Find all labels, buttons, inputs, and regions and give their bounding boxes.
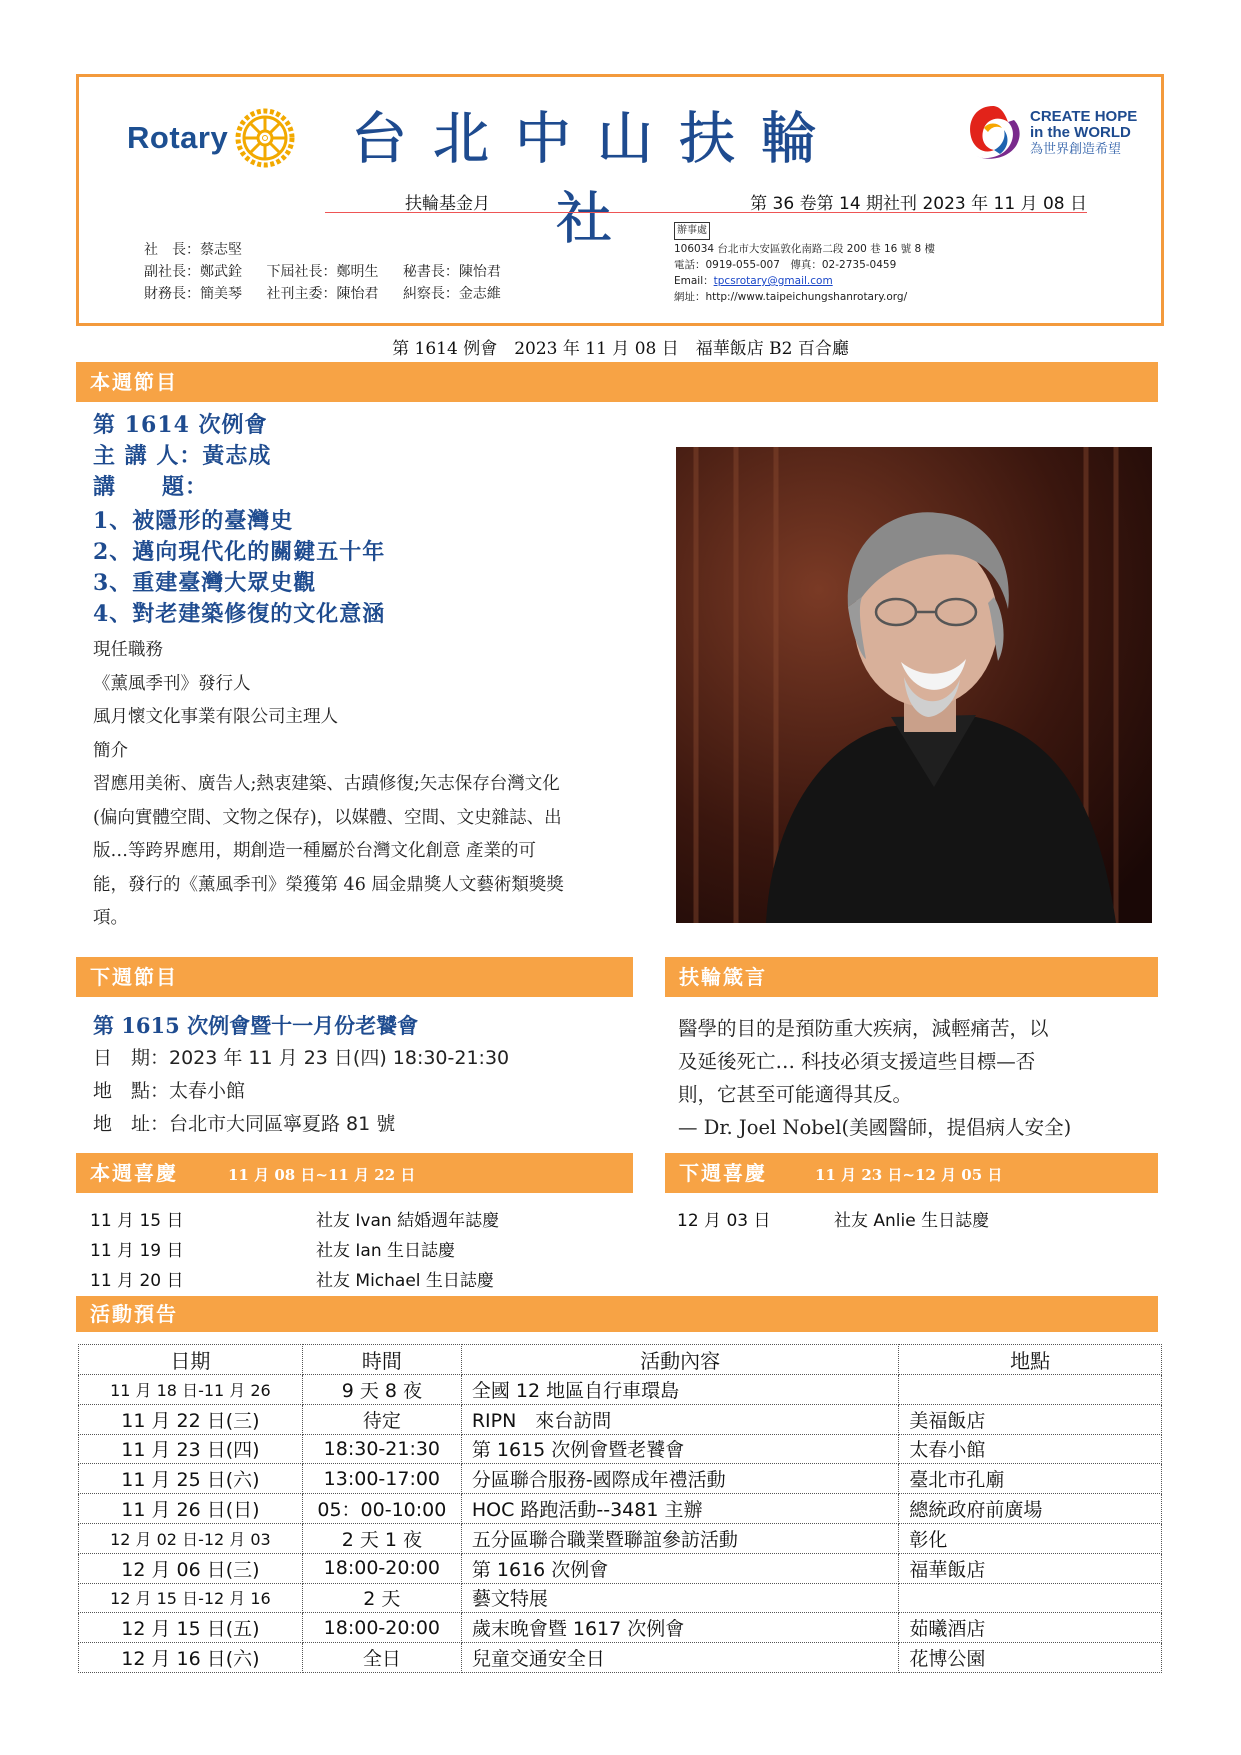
celebrations-next-week-bar xyxy=(665,1153,1158,1193)
rotary-wheel-icon xyxy=(234,107,296,169)
cell-activity: HOC 路跑活動--3481 主辦 xyxy=(461,1494,899,1524)
cell-location: 花博公園 xyxy=(899,1643,1162,1673)
cell-activity: 藝文特展 xyxy=(461,1583,899,1613)
bio-line: 風月懷文化事業有限公司主理人 xyxy=(93,707,338,727)
table-row xyxy=(79,1553,1162,1583)
table-row xyxy=(79,1404,1162,1434)
celebrations-next-week-list xyxy=(677,1206,989,1236)
celebration-row xyxy=(90,1206,499,1236)
celebration-row xyxy=(90,1266,499,1296)
bio-line: 《薰風季刊》發行人 xyxy=(93,673,251,694)
program-topic: 1、被隱形的臺灣史 xyxy=(93,508,294,534)
cell-activity: RIPN 來台訪問 xyxy=(461,1404,899,1434)
officer: 下屆社長：鄭明生 xyxy=(266,264,379,280)
issue-info: 第 36 卷第 14 期社刊 2023 年 11 月 08 日 xyxy=(750,194,1087,214)
officers-list xyxy=(144,239,521,305)
program-heading: 講 題： xyxy=(93,474,209,500)
office-info xyxy=(674,222,935,305)
email-link[interactable]: tpcsrotary@gmail.com xyxy=(713,275,833,287)
officer: 社刊主委：陳怡君 xyxy=(266,286,379,302)
cell-activity: 全國 12 地區自行車環島 xyxy=(461,1375,899,1405)
motto-line: 則，它甚至可能適得其反。 xyxy=(678,1083,913,1106)
table-row xyxy=(79,1434,1162,1464)
next-heading: 第 1615 次例會暨十一月份老饕會 xyxy=(93,1013,419,1038)
bio-line: 現任職務 xyxy=(93,640,163,660)
table-row xyxy=(79,1464,1162,1494)
this-week-program xyxy=(93,410,633,936)
cell-time: 2 天 xyxy=(302,1583,461,1613)
create-hope-logo xyxy=(964,102,1137,164)
cell-activity: 第 1615 次例會暨老饕會 xyxy=(461,1434,899,1464)
meeting-line: 第 1614 例會 2023 年 11 月 08 日 福華飯店 B2 百合廳 xyxy=(392,339,849,359)
motto-attribution: — Dr. Joel Nobel(美國醫師，提倡病人安全) xyxy=(678,1116,1072,1139)
cell-location: 臺北市孔廟 xyxy=(899,1464,1162,1494)
bio-line: 項。 xyxy=(93,908,128,928)
rotary-motto xyxy=(678,1012,1158,1144)
club-name: 台北中山扶輪社 xyxy=(351,107,843,252)
cell-location: 彰化 xyxy=(899,1523,1162,1553)
cell-time: 18:30-21:30 xyxy=(302,1434,461,1464)
cell-date: 11 月 22 日(三) xyxy=(79,1404,303,1434)
next-detail: 地 點：太春小館 xyxy=(93,1080,246,1102)
cell-date: 12 月 02 日-12 月 03 xyxy=(79,1523,303,1553)
cell-time: 05：00-10:00 xyxy=(302,1494,461,1524)
cell-location: 太春小館 xyxy=(899,1434,1162,1464)
bio-line: 能，發行的《薰風季刊》榮獲第 46 屆金鼎獎人文藝術類獎獎 xyxy=(93,874,564,895)
next-week-program xyxy=(93,1010,633,1141)
table-header-row xyxy=(79,1345,1162,1375)
newsletter-header xyxy=(76,74,1164,326)
cell-location xyxy=(899,1583,1162,1613)
program-topic: 3、重建臺灣大眾史觀 xyxy=(93,570,317,596)
column-header: 日期 xyxy=(79,1345,303,1375)
date-range: 11 月 23 日~12 月 05 日 xyxy=(815,1166,1003,1184)
celebration-row xyxy=(90,1236,499,1266)
cell-date: 12 月 15 日(五) xyxy=(79,1613,303,1643)
cell-date: 11 月 25 日(六) xyxy=(79,1464,303,1494)
cell-date: 11 月 23 日(四) xyxy=(79,1434,303,1464)
cell-time: 2 天 1 夜 xyxy=(302,1523,461,1553)
cell-location xyxy=(899,1375,1162,1405)
celebrations-this-week-list xyxy=(90,1206,499,1296)
program-topic: 4、對老建築修復的文化意涵 xyxy=(93,601,386,627)
next-detail: 地 址：台北市大同區寧夏路 81 號 xyxy=(93,1113,396,1135)
program-topic: 2、邁向現代化的關鍵五十年 xyxy=(93,539,386,565)
hope-line-3: 為世界創造希望 xyxy=(1030,141,1122,156)
cell-time: 18:00-20:00 xyxy=(302,1553,461,1583)
cell-time: 18:00-20:00 xyxy=(302,1613,461,1643)
create-hope-swirl-icon xyxy=(964,102,1022,164)
speaker-photo xyxy=(676,447,1152,923)
section-title: 本週喜慶 xyxy=(90,1161,178,1185)
column-header: 活動內容 xyxy=(461,1345,899,1375)
month-theme: 扶輪基金月 xyxy=(405,194,490,214)
cell-location: 美福飯店 xyxy=(899,1404,1162,1434)
celebration-text: 社友 Anlie 生日誌慶 xyxy=(834,1211,990,1231)
table-row xyxy=(79,1523,1162,1553)
motto-bar xyxy=(665,957,1158,997)
section-title: 扶輪箴言 xyxy=(679,965,767,989)
column-header: 地點 xyxy=(899,1345,1162,1375)
activities-bar xyxy=(76,1296,1158,1332)
motto-line: 醫學的目的是預防重大疾病，減輕痛苦，以 xyxy=(678,1017,1049,1040)
table-row xyxy=(79,1494,1162,1524)
office-address: 106034 台北市大安區敦化南路二段 200 巷 16 號 8 樓 xyxy=(674,243,936,255)
hope-line-1: CREATE HOPE xyxy=(1030,108,1138,125)
celebration-text: 社友 Ian 生日誌慶 xyxy=(316,1241,456,1261)
section-title: 下週喜慶 xyxy=(679,1161,767,1185)
cell-time: 全日 xyxy=(302,1643,461,1673)
cell-activity: 兒童交通安全日 xyxy=(461,1643,899,1673)
cell-date: 11 月 26 日(日) xyxy=(79,1494,303,1524)
officer: 副社長：鄭武銓 xyxy=(144,264,242,280)
celebration-date: 12 月 03 日 xyxy=(677,1211,771,1231)
this-week-bar xyxy=(76,362,1158,402)
cell-time: 待定 xyxy=(302,1404,461,1434)
celebration-text: 社友 Ivan 結婚週年誌慶 xyxy=(316,1211,500,1231)
table-row xyxy=(79,1583,1162,1613)
celebration-row xyxy=(677,1206,989,1236)
cell-time: 13:00-17:00 xyxy=(302,1464,461,1494)
next-detail: 日 期：2023 年 11 月 23 日(四) 18:30-21:30 xyxy=(93,1047,510,1069)
cell-date: 11 月 18 日-11 月 26 xyxy=(79,1375,303,1405)
officer: 秘書長：陳怡君 xyxy=(402,264,501,280)
celebration-date: 11 月 20 日 xyxy=(90,1271,184,1291)
bio-line: (偏向實體空間、文物之保存)，以媒體、空間、文史雜誌、出 xyxy=(93,807,562,828)
cell-activity: 歲末晚會暨 1617 次例會 xyxy=(461,1613,899,1643)
section-title: 活動預告 xyxy=(90,1302,178,1326)
date-range: 11 月 08 日~11 月 22 日 xyxy=(228,1166,416,1184)
email-label: Email： xyxy=(674,275,714,287)
celebration-date: 11 月 19 日 xyxy=(90,1241,184,1261)
office-tag: 辦事處 xyxy=(674,222,710,240)
cell-location: 福華飯店 xyxy=(899,1553,1162,1583)
column-header: 時間 xyxy=(302,1345,461,1375)
bio-line: 版…等跨界應用，期創造一種屬於台灣文化創意 產業的可 xyxy=(93,841,537,861)
table-row xyxy=(79,1375,1162,1405)
table-row xyxy=(79,1613,1162,1643)
bio-line: 習應用美術、廣告人;熱衷建築、古蹟修復;矢志保存台灣文化 xyxy=(93,774,560,794)
hope-line-2: in the WORLD xyxy=(1030,124,1131,141)
bio-line: 簡介 xyxy=(93,740,128,761)
cell-location: 總統政府前廣場 xyxy=(899,1494,1162,1524)
office-phone: 電話：0919-055-007 傳真：02-2735-0459 xyxy=(674,259,897,271)
cell-activity: 第 1616 次例會 xyxy=(461,1553,899,1583)
program-heading: 第 1614 次例會 xyxy=(93,412,268,438)
rotary-wordmark: Rotary xyxy=(127,120,229,155)
program-heading: 主 講 人：黃志成 xyxy=(93,443,272,469)
motto-line: 及延後死亡… 科技必須支援這些目標—否 xyxy=(678,1050,1036,1073)
officer: 財務長：簡美琴 xyxy=(144,286,242,302)
officer: 社 長：蔡志堅 xyxy=(144,242,242,258)
celebration-text: 社友 Michael 生日誌慶 xyxy=(316,1271,494,1291)
month-issue-line xyxy=(325,189,1087,213)
cell-time: 9 天 8 夜 xyxy=(302,1375,461,1405)
celebrations-this-week-bar xyxy=(76,1153,633,1193)
cell-activity: 五分區聯合職業暨聯誼參訪活動 xyxy=(461,1523,899,1553)
table-row xyxy=(79,1643,1162,1673)
cell-date: 12 月 06 日(三) xyxy=(79,1553,303,1583)
cell-location: 茹曦酒店 xyxy=(899,1613,1162,1643)
celebration-date: 11 月 15 日 xyxy=(90,1211,184,1231)
section-title: 本週節目 xyxy=(90,370,178,394)
next-week-bar xyxy=(76,957,633,997)
activities-table xyxy=(78,1344,1162,1673)
rotary-logo xyxy=(127,107,296,169)
cell-activity: 分區聯合服務-國際成年禮活動 xyxy=(461,1464,899,1494)
cell-date: 12 月 15 日-12 月 16 xyxy=(79,1583,303,1613)
officer: 糾察長：金志維 xyxy=(402,286,501,302)
section-title: 下週節目 xyxy=(90,965,178,989)
cell-date: 12 月 16 日(六) xyxy=(79,1643,303,1673)
website[interactable]: 網址：http://www.taipeichungshanrotary.org/ xyxy=(674,291,908,303)
